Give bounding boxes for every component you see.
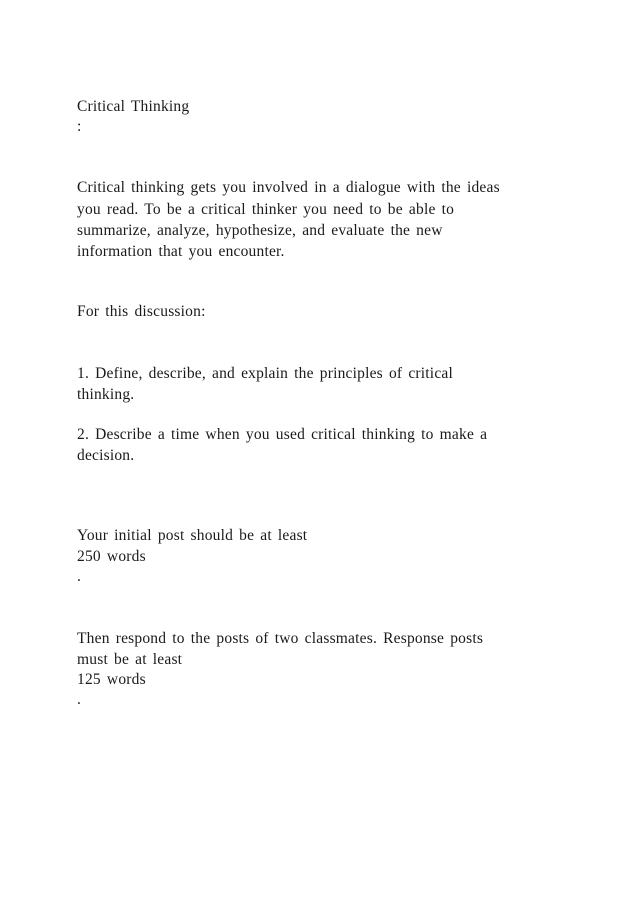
item-1-line-1: 1. Define, describe, and explain the principles of critical [77, 365, 453, 382]
item-2-line-1: 2. Describe a time when you used critical thinking to make a [77, 426, 488, 443]
document-title: Critical Thinking [77, 98, 190, 115]
intro-line-3: summarize, analyze, hypothesize, and evaluate the new [77, 222, 443, 239]
intro-line-4: information that you encounter. [77, 243, 285, 260]
intro-line-2: you read. To be a critical thinker you need to be able to [77, 201, 455, 218]
response-period: . [77, 691, 82, 708]
item-1-line-2: thinking. [77, 386, 135, 403]
initial-post-word-count: 250 words [77, 548, 146, 565]
initial-post-period: . [77, 568, 82, 585]
response-line-1: Then respond to the posts of two classmates. Response posts [77, 630, 484, 647]
item-2-line-2: decision. [77, 447, 135, 464]
response-line-2: must be at least [77, 651, 183, 668]
intro-line-1: Critical thinking gets you involved in a dialogue with the ideas [77, 179, 500, 196]
title-colon: : [77, 118, 82, 135]
discussion-heading: For this discussion: [77, 303, 206, 320]
initial-post-text: Your initial post should be at least [77, 527, 308, 544]
response-word-count: 125 words [77, 671, 146, 688]
